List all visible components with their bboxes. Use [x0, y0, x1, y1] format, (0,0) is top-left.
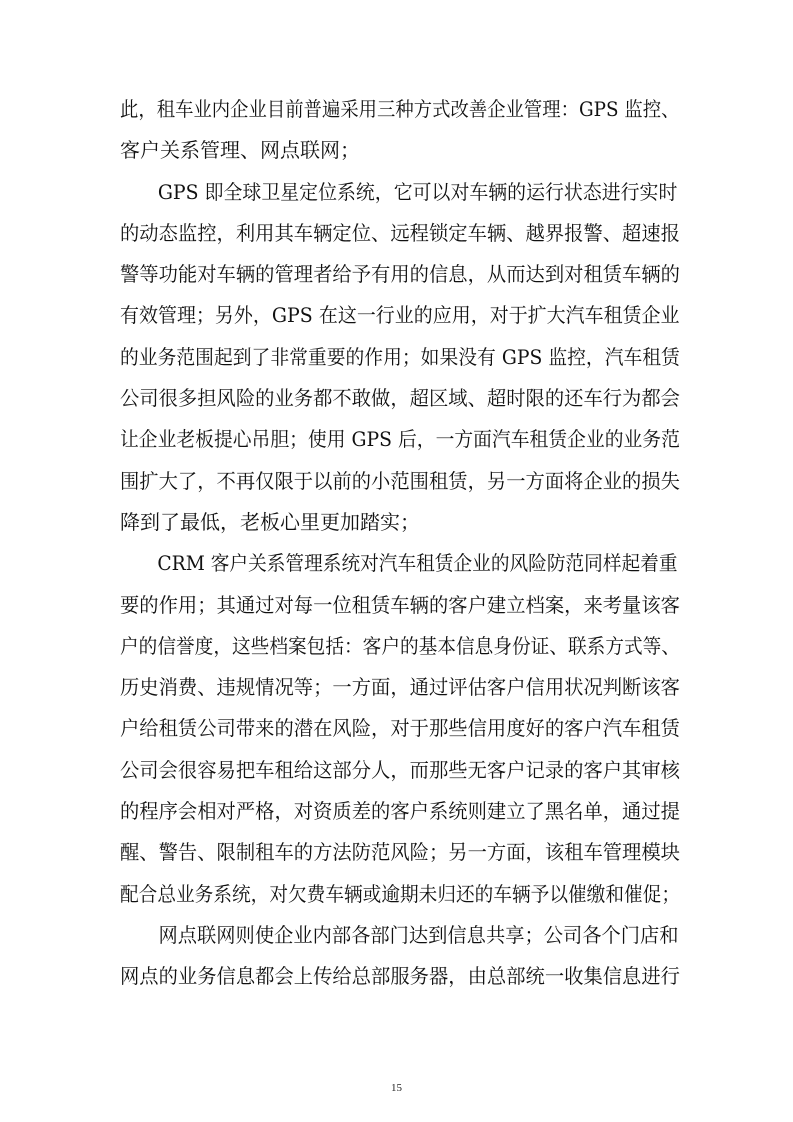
- text-line: 网点的业务信息都会上传给总部服务器，由总部统一收集信息进行: [120, 964, 680, 989]
- text-line: CRM 客户关系管理系统对汽车租赁企业的风险防范同样起着重: [157, 551, 678, 576]
- text-line: 要的作用；其通过对每一位租赁车辆的客户建立档案，来考量该客: [120, 592, 680, 617]
- text-line: 客户关系管理、网点联网；: [120, 138, 360, 163]
- text-line: 公司很多担风险的业务都不敢做，超区域、超时限的还车行为都会: [120, 386, 680, 411]
- text-line: 此，租车业内企业目前普遍采用三种方式改善企业管理：GPS 监控、: [120, 97, 680, 121]
- text-line: 历史消费、违规情况等；一方面，通过评估客户信用状况判断该客: [120, 675, 680, 700]
- text-line: 的业务范围起到了非常重要的作用；如果没有 GPS 监控，汽车租赁: [120, 344, 680, 369]
- text-line: 有效管理；另外，GPS 在这一行业的应用，对于扩大汽车租赁企业: [120, 303, 680, 328]
- text-line: 警等功能对车辆的管理者给予有用的信息，从而达到对租赁车辆的: [120, 262, 680, 287]
- text-line: 降到了最低，老板心里更加踏实；: [120, 509, 420, 534]
- text-line: 网点联网则使企业内部各部门达到信息共享；公司各个门店和: [158, 922, 679, 947]
- text-line: 配合总业务系统，对欠费车辆或逾期未归还的车辆予以催缴和催促；: [120, 881, 680, 906]
- text-line: 的动态监控，利用其车辆定位、远程锁定车辆、越界报警、超速报: [120, 220, 680, 245]
- text-line: 围扩大了，不再仅限于以前的小范围租赁，另一方面将企业的损失: [120, 468, 680, 493]
- text-line: 户给租赁公司带来的潜在风险，对于那些信用度好的客户汽车租赁: [120, 716, 680, 741]
- page-number: 15: [391, 1082, 402, 1094]
- body-text: [120, 89, 680, 998]
- text-line: 公司会很容易把车租给这部分人，而那些无客户记录的客户其审核: [120, 757, 680, 782]
- text-line: 让企业老板提心吊胆；使用 GPS 后，一方面汽车租赁企业的业务范: [120, 427, 680, 452]
- text-line: 醒、警告、限制租车的方法防范风险；另一方面，该租车管理模块: [120, 840, 680, 865]
- text-line: GPS 即全球卫星定位系统，它可以对车辆的运行状态进行实时: [157, 179, 678, 204]
- text-line: 的程序会相对严格，对资质差的客户系统则建立了黑名单，通过提: [120, 799, 680, 824]
- text-line: 户的信誉度，这些档案包括：客户的基本信息身份证、联系方式等、: [120, 633, 680, 658]
